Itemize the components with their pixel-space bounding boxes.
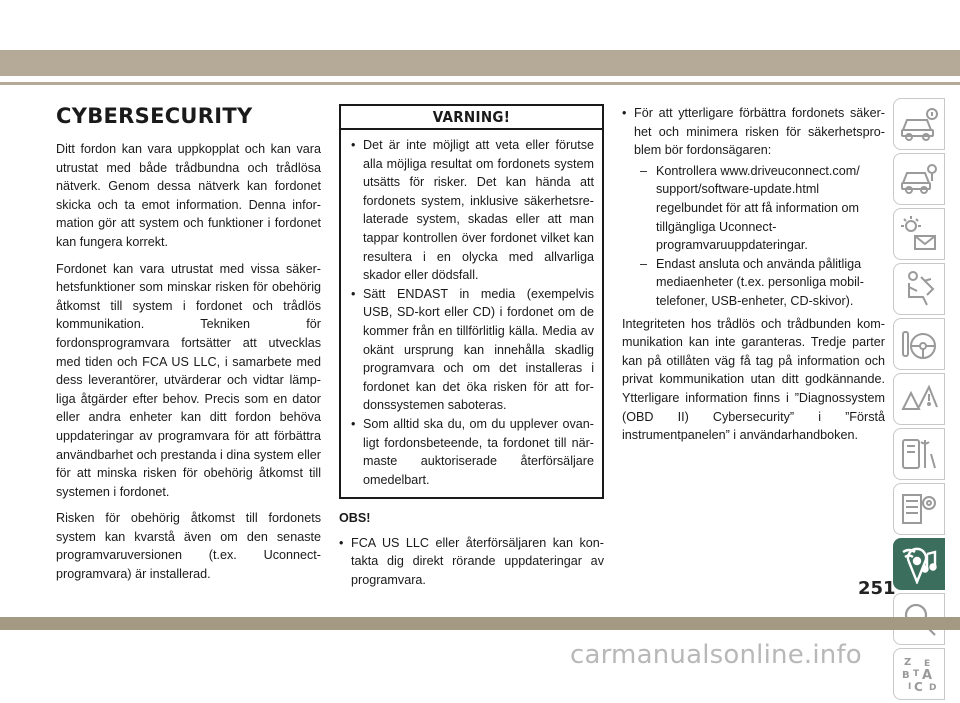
index-letter: E: [924, 659, 931, 669]
warning-title: VARNING!: [341, 106, 602, 130]
advice-subitem: – Endast ansluta och använda pålitliga mediaenheter (t.ex. personliga mobiltelefoner, USB-enheter, CD-skivor).: [640, 256, 864, 308]
index-letter: C: [914, 680, 923, 694]
warning-item: • Som alltid ska du, om du upplever ovanligt fordonsbeteende, ta fordonet till närmaste auktoriserade återförsäljare omedelbart.: [351, 416, 594, 487]
warning-box: [339, 104, 604, 499]
note-item: • FCA US LLC eller återförsäljaren kan kontakta dig direkt rörande uppdateringar av programvara.: [339, 535, 604, 588]
alphabet-index-icon: [899, 654, 939, 694]
index-letter: Z: [904, 657, 912, 668]
car-key-icon: [899, 159, 939, 199]
multimedia-music-navigation-icon: [899, 544, 939, 584]
car-info-icon: [899, 104, 939, 144]
note-label: OBS!: [339, 511, 371, 526]
owner-advice-list: [622, 104, 885, 311]
paragraph: Integriteten hos trådlös och trådbunden kommunikation kan inte garanteras. Tredje parter kan på otillåten väg få tag på information och privat kommunikation utan ditt godkännande. Ytterligare information finns i ”Diagnossystem (OBD II) Cybersecurity” i ”Förstå instrumentpanelen” i användarhandboken.: [622, 316, 885, 443]
advice-subitem: – Kontrollera www.driveuconnect.com/ support/software-update.html regelbundet för att få information om tillgängliga Uconnect-programvaruuppdateringar.: [640, 163, 860, 253]
tab-alphabet-index[interactable]: [893, 648, 945, 700]
bullet-icon: •: [351, 416, 356, 431]
paragraph: Ditt fordon kan vara uppkopplat och kan vara utrustat med både trådbundna och trådlösa nätverk. Genom dessa nätverk kan fordonet skicka och ta emot information. Denna information gör att system och funktioner i fordonet kan fungera korrekt.: [56, 142, 321, 249]
top-divider-line: [0, 82, 960, 85]
left-column: [56, 104, 321, 592]
chapter-tabs: [893, 98, 945, 703]
right-column: [622, 104, 885, 453]
dash-icon: –: [640, 163, 648, 178]
advice-item: • För att ytterligare förbättra fordonets säkerhet och minimera risken för säkerhetsproblem bör fordonsägaren: – Kontrollera www.driveuconnect.com/ support/software-update.html regelbundet för att få information om tillgängliga Uconnect-programvaruuppdateringar. – Endast ansluta och använda pålitliga mediaenheter (t.ex. personliga mobiltelefoner, USB-enheter, CD-skivor).: [622, 104, 885, 311]
warning-light-message-icon: [899, 214, 939, 254]
page-number: 251: [858, 578, 896, 599]
warning-item: • Sätt ENDAST in media (exempelvis USB, SD-kort eller CD) i fordonet om de kommer från en tillförlitlig källa. Media av okänt ursprung kan innehålla skadlig programvara och om det installeras i fordonet kan det öka risken för att fordonssystemen saboteras.: [351, 286, 594, 413]
paragraph: Fordonet kan vara utrustat med vissa säkerhetsfunktioner som minskar risken för obehörig åtkomst till system i fordonet och trådlös kommunikation. Tekniken för fordonsprogramvara fortsätter att utvecklas med tiden och FCA US LLC, i samarbete med dess leverantörer, utvärderar och vidtar lämpliga åtgärder efter behov. Precis som en dator eller andra enheter kan ditt fordon behöva uppdateringar av programvara för att förbättra användbarhet och prestanda i dina system eller för att minska risken för obehörig åtkomst till systemen i fordonet.: [56, 261, 321, 499]
bottom-color-band: [0, 617, 960, 630]
bullet-icon: •: [622, 106, 627, 120]
index-letter: A: [922, 668, 933, 683]
tab-car-key[interactable]: [893, 153, 945, 205]
warning-list: [351, 136, 594, 489]
warning-item: • Det är inte möjligt att veta eller förutse alla möjliga resultat om fordonets system utsätts för risker. Det kan hända att fordonets system, inklusive säkerhetsrelaterade system, skadas eller att man tappar kontrollen över fordonet vilket kan resultera i en olycka med allvarliga skador eller dödsfall.: [351, 138, 594, 283]
tab-safety[interactable]: [893, 263, 945, 315]
bullet-icon: •: [339, 535, 344, 550]
advice-sublist: [634, 162, 885, 311]
middle-column: [339, 104, 604, 590]
tab-emergency[interactable]: [893, 373, 945, 425]
tab-starting-driving[interactable]: [893, 318, 945, 370]
dash-icon: –: [640, 256, 648, 271]
paragraph: Risken för obehörig åtkomst till fordonets system kan kvarstå även om den senaste programvaruversionen (t.ex. Uconnect-programvara) är installerad.: [56, 511, 321, 582]
tools-maintenance-icon: [899, 434, 939, 474]
section-heading: CYBERSECURITY: [56, 104, 253, 128]
tab-specifications[interactable]: [893, 483, 945, 535]
bullet-icon: •: [351, 138, 356, 152]
tab-car-info[interactable]: [893, 98, 945, 150]
watermark-text: carmanualsonline.info: [570, 640, 862, 670]
index-letter: B: [902, 670, 910, 681]
steering-wheel-icon: [899, 324, 939, 364]
seat-airbag-icon: [899, 269, 939, 309]
index-letter: T: [913, 669, 920, 679]
specifications-gear-icon: [899, 489, 939, 529]
tab-service[interactable]: [893, 428, 945, 480]
tab-multimedia[interactable]: [893, 538, 945, 590]
tab-warning-lights[interactable]: [893, 208, 945, 260]
note-list: [339, 534, 604, 590]
index-letter: I: [908, 682, 912, 692]
top-color-band: [0, 50, 960, 76]
roadside-hazard-icon: [899, 379, 939, 419]
bullet-icon: •: [351, 286, 356, 301]
index-letter: D: [929, 683, 937, 693]
